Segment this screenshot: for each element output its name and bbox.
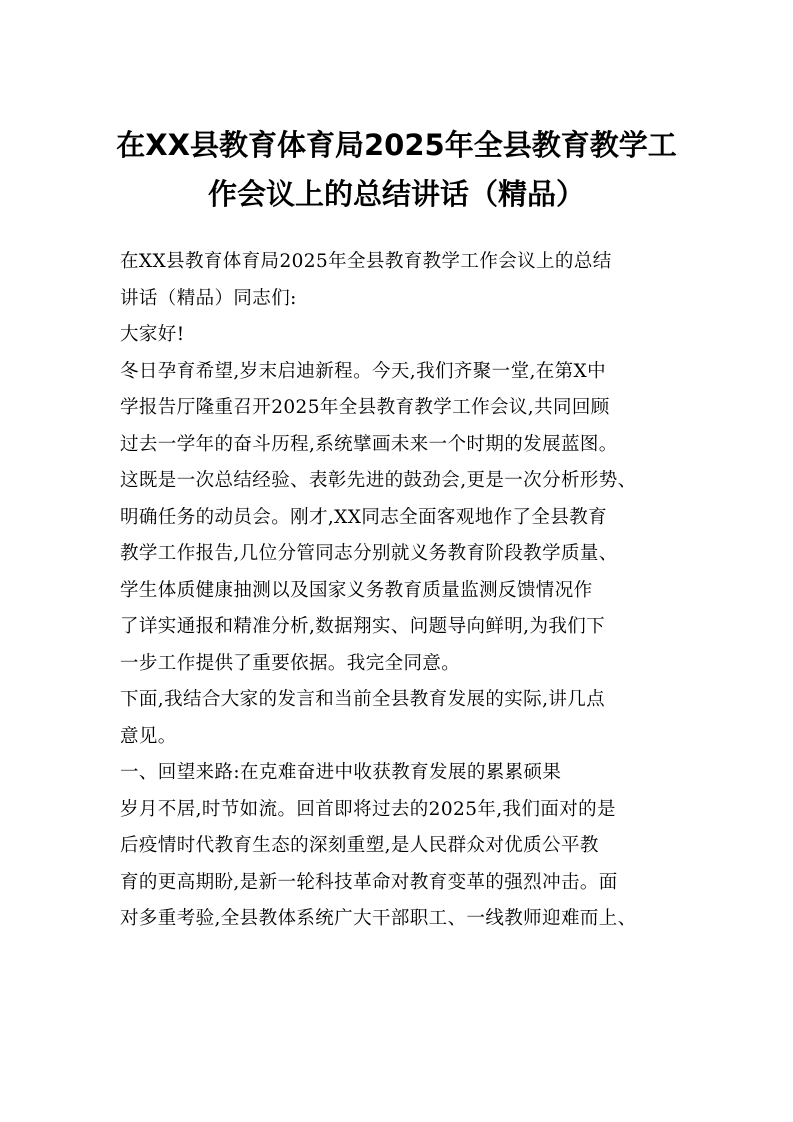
body-line: 岁月不居,时节如流。回首即将过去的2025年,我们面对的是 bbox=[120, 798, 616, 820]
body-line: 这既是一次总结经验、表彰先进的鼓劲会,更是一次分析形势、 bbox=[120, 470, 637, 491]
body-line: 对多重考验,全县教体系统广大干部职工、一线教师迎难而上、 bbox=[120, 908, 637, 929]
body-line: 一步工作提供了重要依据。我完全同意。 bbox=[120, 652, 461, 674]
document-title-line-2: 作会议上的总结讲话（精品） bbox=[207, 177, 585, 211]
body-line: 下面,我结合大家的发言和当前全县教育发展的实际,讲几点 bbox=[120, 689, 606, 710]
body-line: 后疫情时代教育生态的深刻重塑,是人民群众对优质公平教 bbox=[120, 835, 599, 856]
document-body bbox=[120, 244, 680, 938]
body-line: 了详实通报和精准分析,数据翔实、问题导向鲜明,为我们下 bbox=[120, 616, 606, 637]
body-line: 大家好! bbox=[120, 324, 185, 345]
body-line: 教学工作报告,几位分管同志分别就义务教育阶段教学质量、 bbox=[120, 543, 618, 564]
body-line: 过去一学年的奋斗历程,系统擘画未来一个时期的发展蓝图。 bbox=[120, 433, 618, 455]
body-line: 意见。 bbox=[120, 725, 177, 747]
body-line: 明确任务的动员会。刚才,XX同志全面客观地作了全县教育 bbox=[120, 506, 608, 528]
body-line: 学报告厅隆重召开2025年全县教育教学工作会议,共同回顾 bbox=[120, 397, 610, 418]
body-line: 在XX县教育体育局2025年全县教育教学工作会议上的总结 bbox=[120, 251, 612, 272]
document-title-line-1: 在XX县教育体育局2025年全县教育教学工 bbox=[116, 128, 677, 162]
body-line: 冬日孕育希望,岁末启迪新程。今天,我们齐聚一堂,在第X中 bbox=[120, 360, 607, 382]
body-line: 育的更高期盼,是新一轮科技革命对教育变革的强烈冲击。面 bbox=[120, 871, 618, 893]
body-line: 讲话（精品）同志们: bbox=[120, 287, 297, 309]
section-heading: 一、回望来路:在克难奋进中收获教育发展的累累硕果 bbox=[120, 762, 562, 783]
body-line: 学生体质健康抽测以及国家义务教育质量监测反馈情况作 bbox=[120, 579, 593, 601]
